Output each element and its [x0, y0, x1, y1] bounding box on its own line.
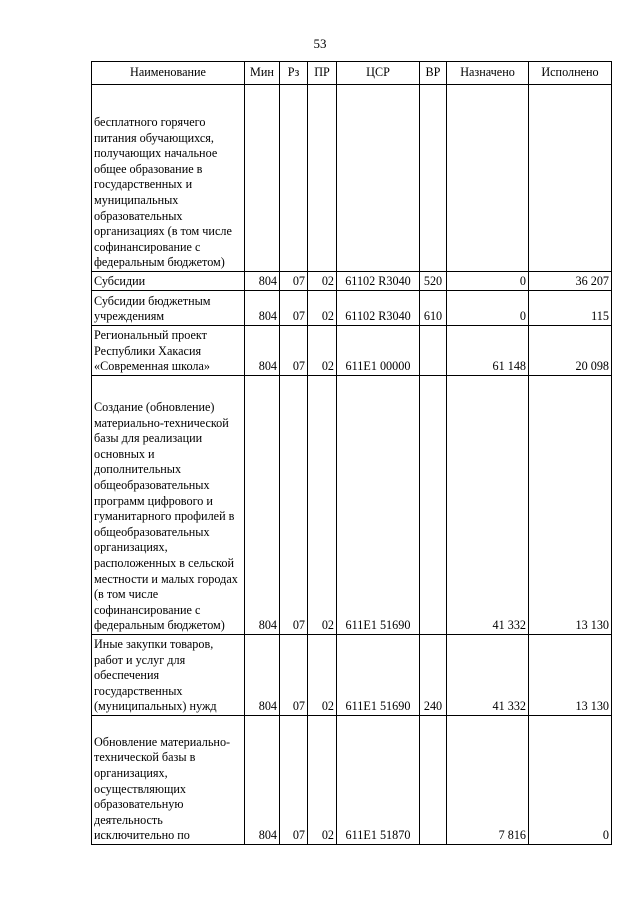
- cell-rz: 07: [280, 635, 308, 716]
- cell-naznacheno: [447, 85, 529, 272]
- table-row: [92, 291, 612, 326]
- cell-pr: 02: [308, 326, 337, 376]
- cell-min: 804: [245, 326, 280, 376]
- cell-vr: [420, 85, 447, 272]
- header-rz: Рз: [280, 62, 308, 85]
- cell-name: Создание (обновление) материально-технической базы для реализации основных и дополнительных общеобразовательных программ цифрового и гуманитарного профилей в общеобразовательных организациях, расположенных в сельской местности и малых городах (в том числе софинансирование с федеральным бюджетом): [92, 376, 245, 635]
- cell-pr: [308, 85, 337, 272]
- cell-csr: 611E1 51870: [337, 716, 420, 845]
- cell-csr: 61102 R3040: [337, 272, 420, 291]
- cell-name: бесплатного горячего питания обучающихся, получающих начальное общее образование в государственных и муниципальных образовательных организациях (в том числе софинансирование с федеральным бюджетом): [92, 85, 245, 272]
- cell-ispolneno: [529, 85, 612, 272]
- cell-name: Обновление материально-технической базы в организациях, осуществляющих образовательную деятельность исключительно по: [92, 716, 245, 845]
- cell-min: 804: [245, 635, 280, 716]
- cell-ispolneno: 13 130: [529, 376, 612, 635]
- page-number: 53: [313, 36, 327, 51]
- header-vr: ВР: [420, 62, 447, 85]
- cell-ispolneno: 115: [529, 291, 612, 326]
- header-naznacheno: Назначено: [447, 62, 529, 85]
- cell-rz: [280, 85, 308, 272]
- table-row: [92, 716, 612, 845]
- cell-ispolneno: 0: [529, 716, 612, 845]
- cell-rz: 07: [280, 291, 308, 326]
- header-pr: ПР: [308, 62, 337, 85]
- cell-csr: 61102 R3040: [337, 291, 420, 326]
- cell-rz: 07: [280, 376, 308, 635]
- header-ispolneno: Исполнено: [529, 62, 612, 85]
- cell-csr: 611E1 00000: [337, 326, 420, 376]
- budget-table: [91, 61, 612, 845]
- cell-vr: [420, 376, 447, 635]
- cell-csr: 611E1 51690: [337, 635, 420, 716]
- cell-name: Субсидии бюджетным учреждениям: [92, 291, 245, 326]
- cell-ispolneno: 36 207: [529, 272, 612, 291]
- cell-rz: 07: [280, 326, 308, 376]
- cell-pr: 02: [308, 635, 337, 716]
- cell-rz: 07: [280, 272, 308, 291]
- cell-rz: 07: [280, 716, 308, 845]
- cell-pr: 02: [308, 272, 337, 291]
- table-row: [92, 272, 612, 291]
- cell-min: 804: [245, 376, 280, 635]
- cell-pr: 02: [308, 376, 337, 635]
- cell-name: Иные закупки товаров, работ и услуг для обеспечения государственных (муниципальных) нужд: [92, 635, 245, 716]
- table-row: [92, 635, 612, 716]
- cell-vr: [420, 326, 447, 376]
- cell-min: 804: [245, 716, 280, 845]
- cell-naznacheno: 41 332: [447, 635, 529, 716]
- cell-vr: 240: [420, 635, 447, 716]
- cell-vr: 520: [420, 272, 447, 291]
- header-name: Наименование: [92, 62, 245, 85]
- table-header-row: [92, 62, 612, 85]
- cell-csr: 611E1 51690: [337, 376, 420, 635]
- cell-pr: 02: [308, 716, 337, 845]
- cell-vr: 610: [420, 291, 447, 326]
- table-row: [92, 376, 612, 635]
- header-min: Мин: [245, 62, 280, 85]
- cell-pr: 02: [308, 291, 337, 326]
- cell-name: Региональный проект Республики Хакасия «Современная школа»: [92, 326, 245, 376]
- cell-naznacheno: 0: [447, 291, 529, 326]
- cell-csr: [337, 85, 420, 272]
- table-row: [92, 326, 612, 376]
- cell-vr: [420, 716, 447, 845]
- cell-min: 804: [245, 272, 280, 291]
- cell-naznacheno: 0: [447, 272, 529, 291]
- header-csr: ЦСР: [337, 62, 420, 85]
- cell-ispolneno: 20 098: [529, 326, 612, 376]
- cell-ispolneno: 13 130: [529, 635, 612, 716]
- cell-naznacheno: 7 816: [447, 716, 529, 845]
- table-row: [92, 85, 612, 272]
- cell-naznacheno: 41 332: [447, 376, 529, 635]
- cell-name: Субсидии: [92, 272, 245, 291]
- cell-min: 804: [245, 291, 280, 326]
- cell-min: [245, 85, 280, 272]
- cell-naznacheno: 61 148: [447, 326, 529, 376]
